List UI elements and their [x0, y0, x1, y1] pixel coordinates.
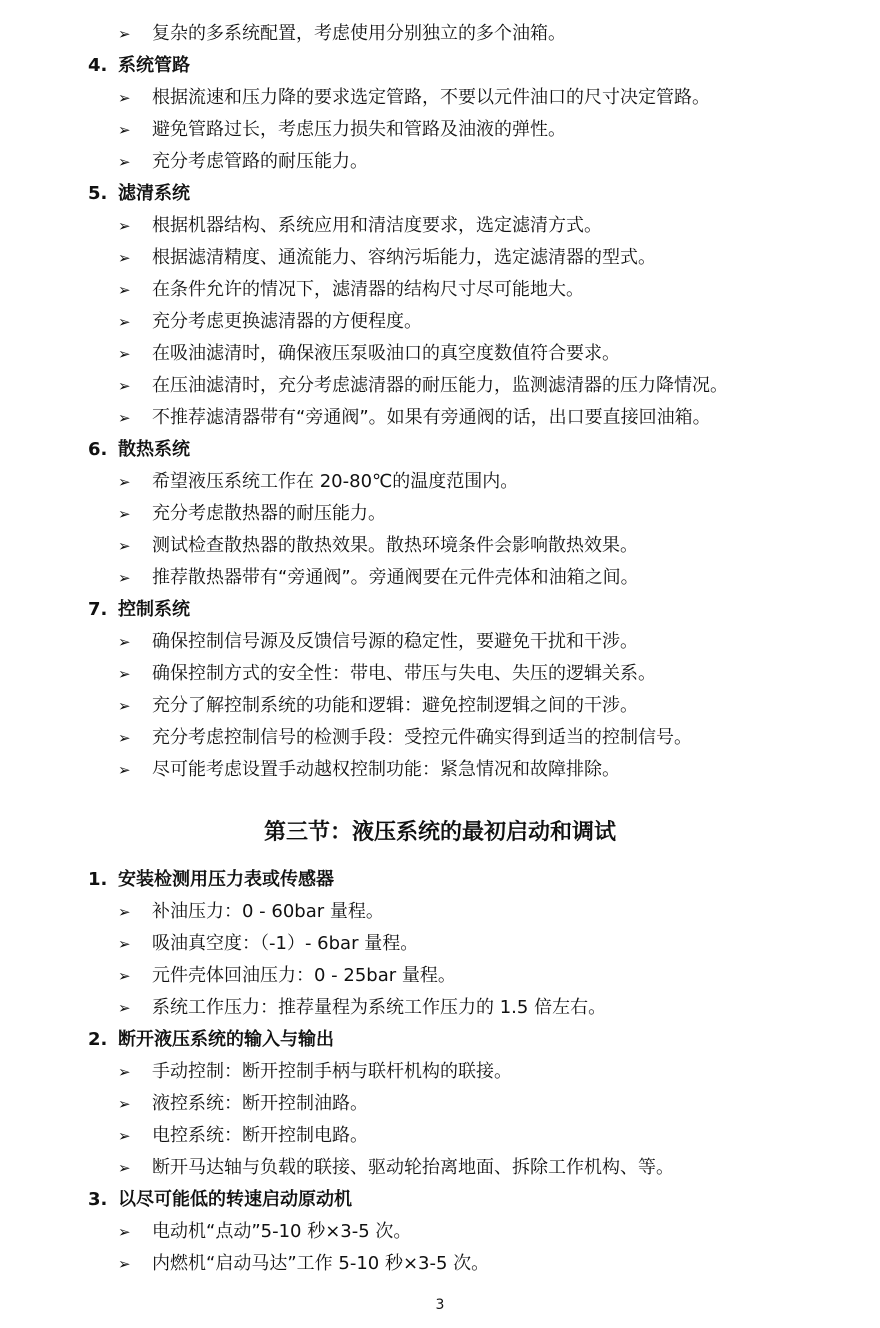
bullet-text: 元件壳体回油压力：0 - 25bar 量程。: [152, 965, 456, 986]
bullet-item: [118, 758, 620, 782]
arrow-bullet-icon: ➢: [118, 377, 131, 395]
numbered-heading: [88, 438, 190, 462]
arrow-bullet-icon: ➢: [118, 903, 131, 921]
bullet-text: 尽可能考虑设置手动越权控制功能：紧急情况和故障排除。: [152, 759, 620, 780]
numbered-heading: [88, 868, 334, 892]
bullet-text: 在压油滤清时，充分考虑滤清器的耐压能力，监测滤清器的压力降情况。: [152, 375, 728, 396]
arrow-bullet-icon: ➢: [118, 697, 131, 715]
arrow-bullet-icon: ➢: [118, 537, 131, 555]
bullet-text: 根据滤清精度、通流能力、容纳污垢能力，选定滤清器的型式。: [152, 247, 656, 268]
bullet-text: 手动控制：断开控制手柄与联杆机构的联接。: [152, 1061, 512, 1082]
bullet-item: [118, 630, 638, 654]
arrow-bullet-icon: ➢: [118, 1223, 131, 1241]
bullet-text: 在条件允许的情况下，滤清器的结构尺寸尽可能地大。: [152, 279, 584, 300]
bullet-text: 液控系统：断开控制油路。: [152, 1093, 368, 1114]
bullet-text: 补油压力：0 - 60bar 量程。: [152, 901, 384, 922]
arrow-bullet-icon: ➢: [118, 1095, 131, 1113]
heading-title: 系统管路: [118, 55, 190, 76]
arrow-bullet-icon: ➢: [118, 1159, 131, 1177]
bullet-item: [118, 1060, 512, 1084]
bullet-item: [118, 374, 728, 398]
bullet-text: 内燃机“启动马达”工作 5-10 秒×3-5 次。: [152, 1253, 490, 1274]
bullet-item: [118, 900, 384, 924]
heading-number: 2.: [88, 1029, 108, 1050]
bullet-item: [118, 1156, 674, 1180]
bullet-text: 根据流速和压力降的要求选定管路，不要以元件油口的尺寸决定管路。: [152, 87, 710, 108]
arrow-bullet-icon: ➢: [118, 967, 131, 985]
bullet-text: 在吸油滤清时，确保液压泵吸油口的真空度数值符合要求。: [152, 343, 620, 364]
arrow-bullet-icon: ➢: [118, 761, 131, 779]
page-number: 3: [435, 1297, 445, 1313]
bullet-text: 充分考虑控制信号的检测手段：受控元件确实得到适当的控制信号。: [152, 727, 692, 748]
arrow-bullet-icon: ➢: [118, 729, 131, 747]
bullet-item: [118, 406, 711, 430]
arrow-bullet-icon: ➢: [118, 999, 131, 1017]
arrow-bullet-icon: ➢: [118, 217, 131, 235]
arrow-bullet-icon: ➢: [118, 505, 131, 523]
arrow-bullet-icon: ➢: [118, 121, 131, 139]
heading-title: 散热系统: [118, 439, 190, 460]
bullet-item: [118, 694, 638, 718]
bullet-text: 充分考虑散热器的耐压能力。: [152, 503, 386, 524]
arrow-bullet-icon: ➢: [118, 1255, 131, 1273]
arrow-bullet-icon: ➢: [118, 665, 131, 683]
bullet-text: 确保控制方式的安全性：带电、带压与失电、失压的逻辑关系。: [152, 663, 656, 684]
bullet-text: 根据机器结构、系统应用和清洁度要求，选定滤清方式。: [152, 215, 602, 236]
arrow-bullet-icon: ➢: [118, 249, 131, 267]
heading-title: 控制系统: [118, 599, 190, 620]
bullet-item: [118, 310, 422, 334]
bullet-text: 确保控制信号源及反馈信号源的稳定性，要避免干扰和干涉。: [152, 631, 638, 652]
bullet-item: [118, 1124, 368, 1148]
heading-number: 4.: [88, 55, 108, 76]
bullet-text: 不推荐滤清器带有“旁通阀”。如果有旁通阀的话，出口要直接回油箱。: [152, 407, 711, 428]
bullet-text: 断开马达轴与负载的联接、驱动轮抬离地面、拆除工作机构、等。: [152, 1157, 674, 1178]
bullet-item: [118, 1252, 489, 1276]
bullet-item: [118, 932, 418, 956]
arrow-bullet-icon: ➢: [118, 313, 131, 331]
heading-title: 以尽可能低的转速启动原动机: [118, 1189, 352, 1210]
bullet-item: [118, 502, 386, 526]
numbered-heading: [88, 54, 190, 78]
arrow-bullet-icon: ➢: [118, 409, 131, 427]
arrow-bullet-icon: ➢: [118, 473, 131, 491]
bullet-item: [118, 86, 710, 110]
arrow-bullet-icon: ➢: [118, 281, 131, 299]
bullet-text: 吸油真空度：（-1）- 6bar 量程。: [152, 933, 419, 954]
bullet-text: 希望液压系统工作在 20-80℃的温度范围内。: [152, 471, 519, 492]
bullet-item: [118, 534, 638, 558]
heading-number: 5.: [88, 183, 108, 204]
bullet-item: [118, 996, 606, 1020]
heading-title: 安装检测用压力表或传感器: [118, 869, 334, 890]
bullet-item: [118, 662, 656, 686]
numbered-heading: [88, 598, 190, 622]
arrow-bullet-icon: ➢: [118, 89, 131, 107]
bullet-text: 充分考虑更换滤清器的方便程度。: [152, 311, 422, 332]
heading-title: 滤清系统: [118, 183, 190, 204]
bullet-item: [118, 342, 620, 366]
bullet-text: 充分了解控制系统的功能和逻辑：避免控制逻辑之间的干涉。: [152, 695, 638, 716]
numbered-heading: [88, 1188, 352, 1212]
arrow-bullet-icon: ➢: [118, 1127, 131, 1145]
bullet-item: [118, 566, 639, 590]
bullet-item: [118, 278, 584, 302]
heading-number: 1.: [88, 869, 108, 890]
bullet-item: [118, 150, 368, 174]
arrow-bullet-icon: ➢: [118, 345, 131, 363]
bullet-text: 复杂的多系统配置，考虑使用分别独立的多个油箱。: [152, 23, 566, 44]
arrow-bullet-icon: ➢: [118, 935, 131, 953]
bullet-item: [118, 214, 602, 238]
bullet-item: [118, 726, 692, 750]
bullet-item: [118, 1220, 411, 1244]
bullet-text: 电动机“点动”5-10 秒×3-5 次。: [152, 1221, 412, 1242]
heading-number: 3.: [88, 1189, 108, 1210]
bullet-item: [118, 1092, 368, 1116]
bullet-item: [118, 118, 566, 142]
bullet-text: 避免管路过长，考虑压力损失和管路及油液的弹性。: [152, 119, 566, 140]
numbered-heading: [88, 1028, 334, 1052]
heading-number: 7.: [88, 599, 108, 620]
bullet-item: [118, 246, 656, 270]
bullet-text: 测试检查散热器的散热效果。散热环境条件会影响散热效果。: [152, 535, 638, 556]
arrow-bullet-icon: ➢: [118, 1063, 131, 1081]
bullet-text: 推荐散热器带有“旁通阀”。旁通阀要在元件壳体和油箱之间。: [152, 567, 639, 588]
bullet-text: 充分考虑管路的耐压能力。: [152, 151, 368, 172]
numbered-heading: [88, 182, 190, 206]
arrow-bullet-icon: ➢: [118, 633, 131, 651]
bullet-item: [118, 470, 518, 494]
arrow-bullet-icon: ➢: [118, 25, 131, 43]
bullet-item: [118, 22, 566, 46]
arrow-bullet-icon: ➢: [118, 569, 131, 587]
section-heading: 第三节：液压系统的最初启动和调试: [263, 820, 616, 845]
bullet-item: [118, 964, 456, 988]
heading-number: 6.: [88, 439, 108, 460]
arrow-bullet-icon: ➢: [118, 153, 131, 171]
bullet-text: 电控系统：断开控制电路。: [152, 1125, 368, 1146]
bullet-text: 系统工作压力：推荐量程为系统工作压力的 1.5 倍左右。: [152, 997, 607, 1018]
heading-title: 断开液压系统的输入与输出: [118, 1029, 334, 1050]
